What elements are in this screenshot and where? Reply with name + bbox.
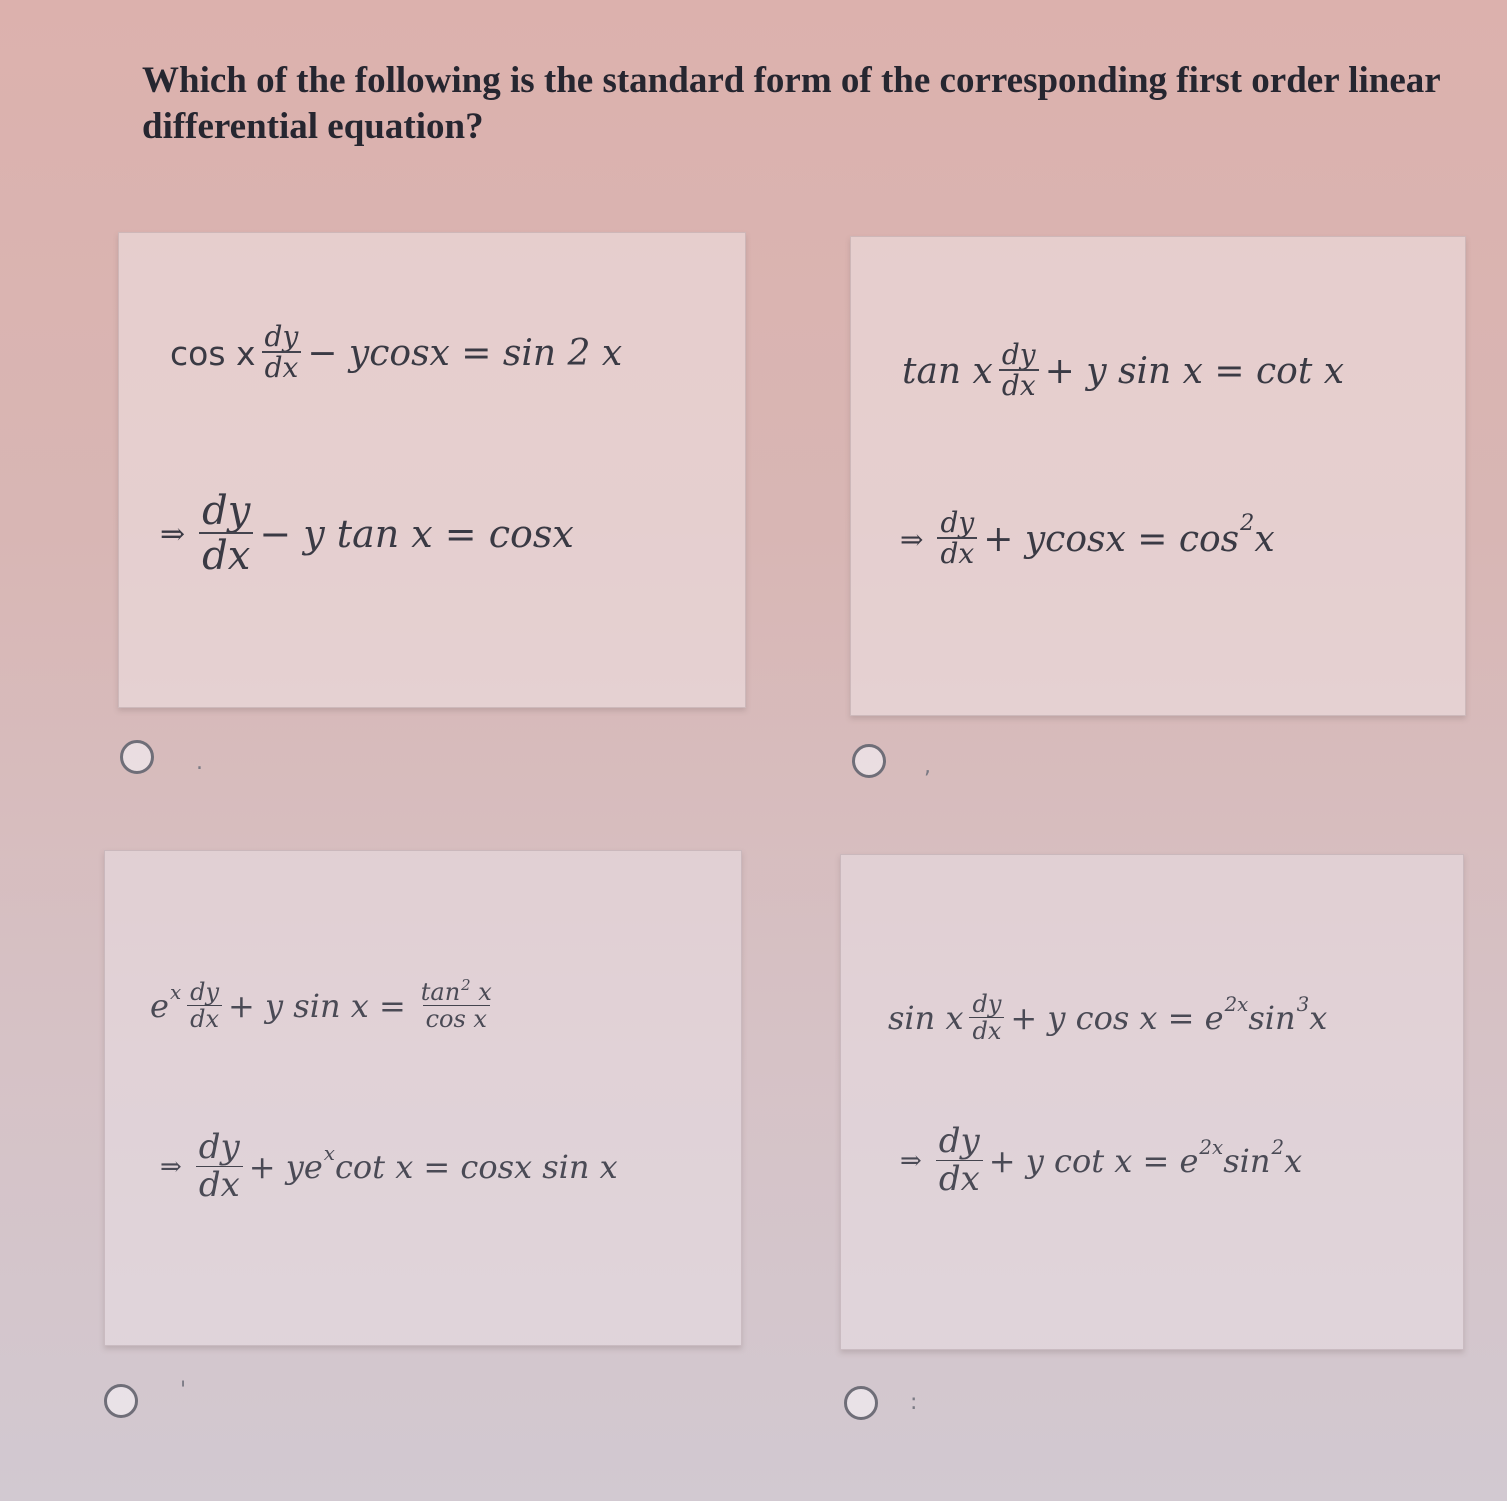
option-a-equation	[170, 322, 622, 384]
option-a-mark: .	[196, 750, 203, 775]
option-d-mark: :	[910, 1390, 918, 1415]
option-c-equation: e x $\frac{dy}{dx}$ + y sin x = $\frac{\tan^2 x}{\text{cos x}}$	[150, 980, 501, 1033]
option-a-rest: − ycosx = sin 2 x	[307, 332, 623, 374]
option-b-mark: ,	[924, 754, 931, 779]
option-b-equation	[902, 340, 1344, 402]
option-a-standard-form	[160, 490, 574, 578]
option-b-standard-form: ⇒ $\frac{dy}{dx}$ + ycosx = cos 2 x	[900, 506, 1275, 571]
option-d-standard-form: ⇒ $\frac{dy}{dx}$ + y cot x = e 2x sin 2 x	[900, 1121, 1303, 1199]
option-b-derivative: $\frac{dy}{dx}$	[999, 340, 1039, 402]
option-d-equation: sin x $\frac{dy}{dx}$ + y cos x = e 2x sin 3 x	[888, 990, 1328, 1046]
option-card-d	[840, 854, 1464, 1350]
option-d-rest: + y cos x = e	[1010, 999, 1224, 1038]
option-card-c	[104, 850, 742, 1346]
option-d-rest-2: + y cot x = e	[988, 1142, 1199, 1181]
option-b-derivative-2: $\frac{dy}{dx}$	[937, 508, 977, 570]
option-b-radio[interactable]	[852, 744, 886, 778]
option-c-mark: '	[180, 1378, 187, 1403]
implies-arrow: ⇒	[160, 1152, 182, 1183]
option-card-a	[118, 232, 746, 708]
option-a-derivative-2: $\frac{dy}{dx}$	[199, 490, 253, 578]
option-c-lead: e	[150, 987, 169, 1026]
option-a-rest-2: − y tan x = cosx	[259, 512, 574, 556]
question-text: Which of the following is the standard form of the corresponding first order linear differential equation?	[142, 60, 1441, 147]
option-b-lead: tan x	[902, 350, 993, 392]
option-b-rest: + y sin x = cot x	[1044, 350, 1345, 392]
option-a-radio[interactable]	[120, 740, 154, 774]
option-c-derivative-2: $\frac{dy}{dx}$	[196, 1130, 243, 1204]
option-c-derivative: $\frac{dy}{dx}$	[187, 980, 222, 1033]
option-c-rest-2: + ye	[248, 1148, 323, 1187]
option-c-standard-form: ⇒ $\frac{dy}{dx}$ + ye x cot x = cosx sin x	[160, 1127, 618, 1205]
option-d-lead: sin x	[888, 999, 964, 1038]
implies-arrow: ⇒	[900, 522, 924, 556]
implies-arrow: ⇒	[900, 1146, 922, 1177]
option-d-radio[interactable]	[844, 1386, 878, 1420]
option-c-radio[interactable]	[104, 1384, 138, 1418]
option-c-rhs-fraction: $\frac{\tan^2 x}{\text{cos x}}$	[420, 975, 492, 1034]
option-d-derivative-2: $\frac{dy}{dx}$	[936, 1124, 983, 1198]
option-d-derivative: $\frac{dy}{dx}$	[969, 992, 1004, 1045]
option-card-b	[850, 236, 1466, 716]
implies-arrow: ⇒	[160, 516, 186, 552]
option-b-rest-2: + ycosx = cos	[983, 518, 1240, 560]
option-a-lead: cos x	[170, 333, 256, 373]
option-a-derivative: $\frac{dy}{dx}$	[262, 322, 302, 384]
option-c-rest: + y sin x =	[228, 987, 406, 1026]
